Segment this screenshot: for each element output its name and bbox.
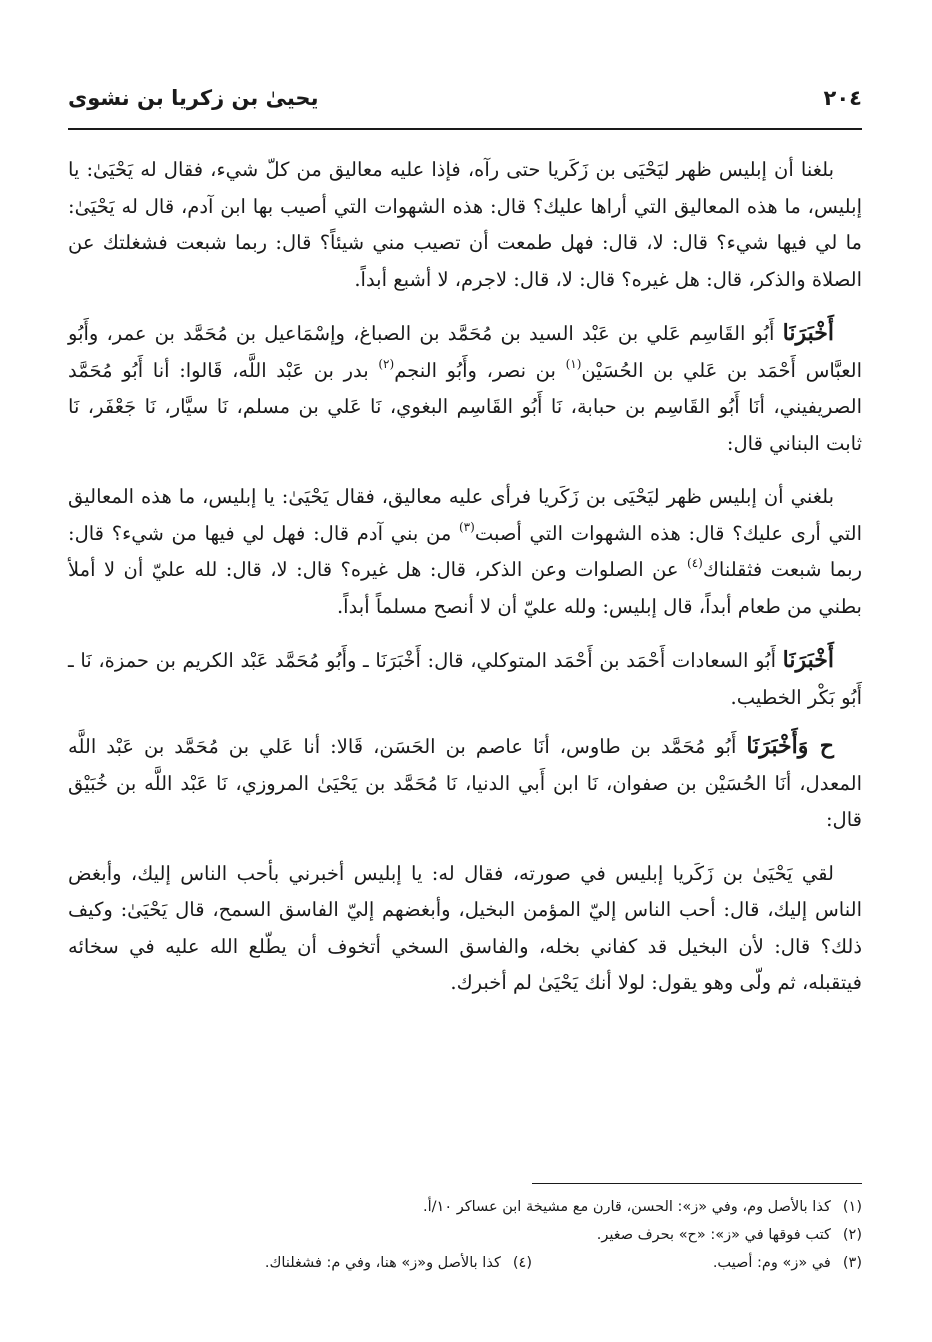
paragraph-3-text-a: بلغني أن إبليس ظهر ليَحْيَى بن زَكَريا فرأى عليه معاليق، فقال يَحْيَىٰ: يا إبليس، ما هذه المعاليق التي أرى عليك؟ قال: هذه الشهوات التي أصبت [68, 485, 862, 545]
header-rule [68, 128, 862, 130]
footnote-ref-3[interactable]: (٣) [458, 519, 475, 534]
footnote-text: كذا بالأصل و«ز» هنا، وفي م: فشغلناك. [264, 1255, 501, 1271]
footnote-number: (٣) [842, 1255, 862, 1271]
paragraph-1-text: بلغنا أن إبليس ظهر ليَحْيَى بن زَكَريا حتى رآه، فإذا عليه معاليق من كلّ شيء، فقال له يَحْيَىٰ: يا إبليس، ما هذه المعاليق التي أراها عليك؟ قال: هذه الشهوات التي أصيب بها ابن آدم، قال له يَحْيَىٰ: ما لي فيها شيء؟ قال: لا، قال: فهل طمعت أن تصيب مني شيئاً؟ قال: ربما شبعت فشغلتك عن الصلاة والذكر، قال: هل غيره؟ قال: لا، قال: لاجرم، لا أشبع أبداً. [68, 158, 862, 291]
paragraph-4 [68, 642, 862, 716]
paragraph-5 [68, 728, 862, 839]
footnote-text: كتب فوقها في «ز»: «ح» بحرف صغير. [596, 1227, 831, 1243]
paragraph-2-text-c: بدر بن عَبْد اللَّه، قَالوا: أنا أَبُو مُحَمَّد الصريفيني، أنَا أَبُو القَاسِم بن حبابة، نَا أَبُو القَاسِم البغوي، نَا عَلي بن مسلم، نَا سيَّار، نَا جَعْفَر، نَا ثابت البناني قال: [68, 358, 862, 455]
footnote-2 [597, 1221, 862, 1249]
footnote-row [68, 1193, 862, 1221]
footnote-ref-4[interactable]: (٤) [687, 556, 703, 570]
paragraph-2 [68, 315, 862, 462]
footnote-text: كذا بالأصل وم، وفي «ز»: الحسن، قارن مع مشيخة ابن عساكر ١٠/أ. [423, 1199, 831, 1215]
footnote-text: في «ز» وم: أصيب. [712, 1255, 831, 1271]
paragraph-5-text: أَبُو مُحَمَّد بن طاوس، أنَا عاصم بن الحَسَن، قَالا: أنا عَلي بن مُحَمَّد بن عَبْد اللَّه المعدل، أنَا الحُسَيْن بن صفوان، نَا ابن أَبي الدنيا، نَا مُحَمَّد بن يَحْيَىٰ المروزي، نَا عَبْد اللَّه بن خُبَيْق قال: [68, 735, 862, 831]
paragraph-3-text-b: من بني آدم قال: فهل لي فيها من شيء؟ قال: ربما شبعت فثقلناك [68, 521, 862, 581]
running-title: يحيىٰ بن زكريا بن نشوى [68, 86, 319, 110]
paragraph-3-text-c: عن الصلوات وعن الذكر، قال: هل غيره؟ قال: لا، قال: لله عليّ أن لا أملأ بطني من طعام أبداً، قال إبليس: ولله عليّ أن لا أنصح مسلماً أبداً. [68, 558, 862, 618]
footnote-ref-2[interactable]: (٢) [378, 356, 395, 371]
footnote-number: (٤) [512, 1255, 532, 1271]
footnote-4 [265, 1249, 532, 1277]
page-header [68, 86, 862, 110]
akhbarana-keyword: أَخْبَرَنَا [782, 647, 834, 673]
footnote-ref-1[interactable]: (١) [565, 356, 582, 371]
wa-akhbarana-keyword: ح وَأَخْبَرَنَا [746, 733, 834, 759]
paragraph-3 [68, 479, 862, 625]
footnote-row [68, 1221, 862, 1249]
footnote-row [68, 1249, 862, 1277]
footnote-3 [532, 1249, 862, 1277]
akhbarana-keyword: أَخْبَرَنَا [782, 320, 834, 346]
footnotes [68, 1193, 862, 1277]
footnote-1 [423, 1193, 862, 1221]
footnote-number: (١) [842, 1199, 862, 1215]
paragraph-2-text-b: بن نصر، وأَبُو النجم [394, 358, 566, 382]
paragraph-1 [68, 152, 862, 298]
paragraph-6 [68, 856, 862, 1002]
page-number: ٢٠٤ [823, 86, 862, 110]
paragraph-4-text: أَبُو السعادات أَحْمَد بن أَحْمَد المتوكلي، قال: أَخْبَرَنَا ـ وأَبُو مُحَمَّد عَبْد الكريم بن حمزة، نَا ـ أَبُو بَكْر الخطيب. [68, 649, 862, 709]
paragraph-2-text-a: أَبُو القَاسِم عَلي بن عَبْد السيد بن مُحَمَّد بن الصباغ، وإسْمَاعيل بن مُحَمَّد بن عمر، وأَبُو العبَّاس أَحْمَد بن عَلي بن الحُسَيْن [68, 322, 862, 382]
paragraph-6-text: لقي يَحْيَىٰ بن زَكَريا إبليس في صورته، فقال له: يا إبليس أخبرني بأحب الناس إليك، وأبغض الناس إليك، قال: أحب الناس إليّ المؤمن البخيل، وأبغضهم إليّ الفاسق السمح، قال يَحْيَىٰ: وكيف ذلك؟ قال: لأن البخيل قد كفاني بخله، والفاسق السخي أتخوف أن يطّلع الله عليه في سخائه فيتقبله، ثم ولّى وهو يقول: لولا أنك يَحْيَىٰ لم أخبرك. [68, 861, 862, 994]
body-text [68, 152, 862, 1019]
footnote-separator [532, 1183, 862, 1184]
footnote-number: (٢) [842, 1227, 862, 1243]
